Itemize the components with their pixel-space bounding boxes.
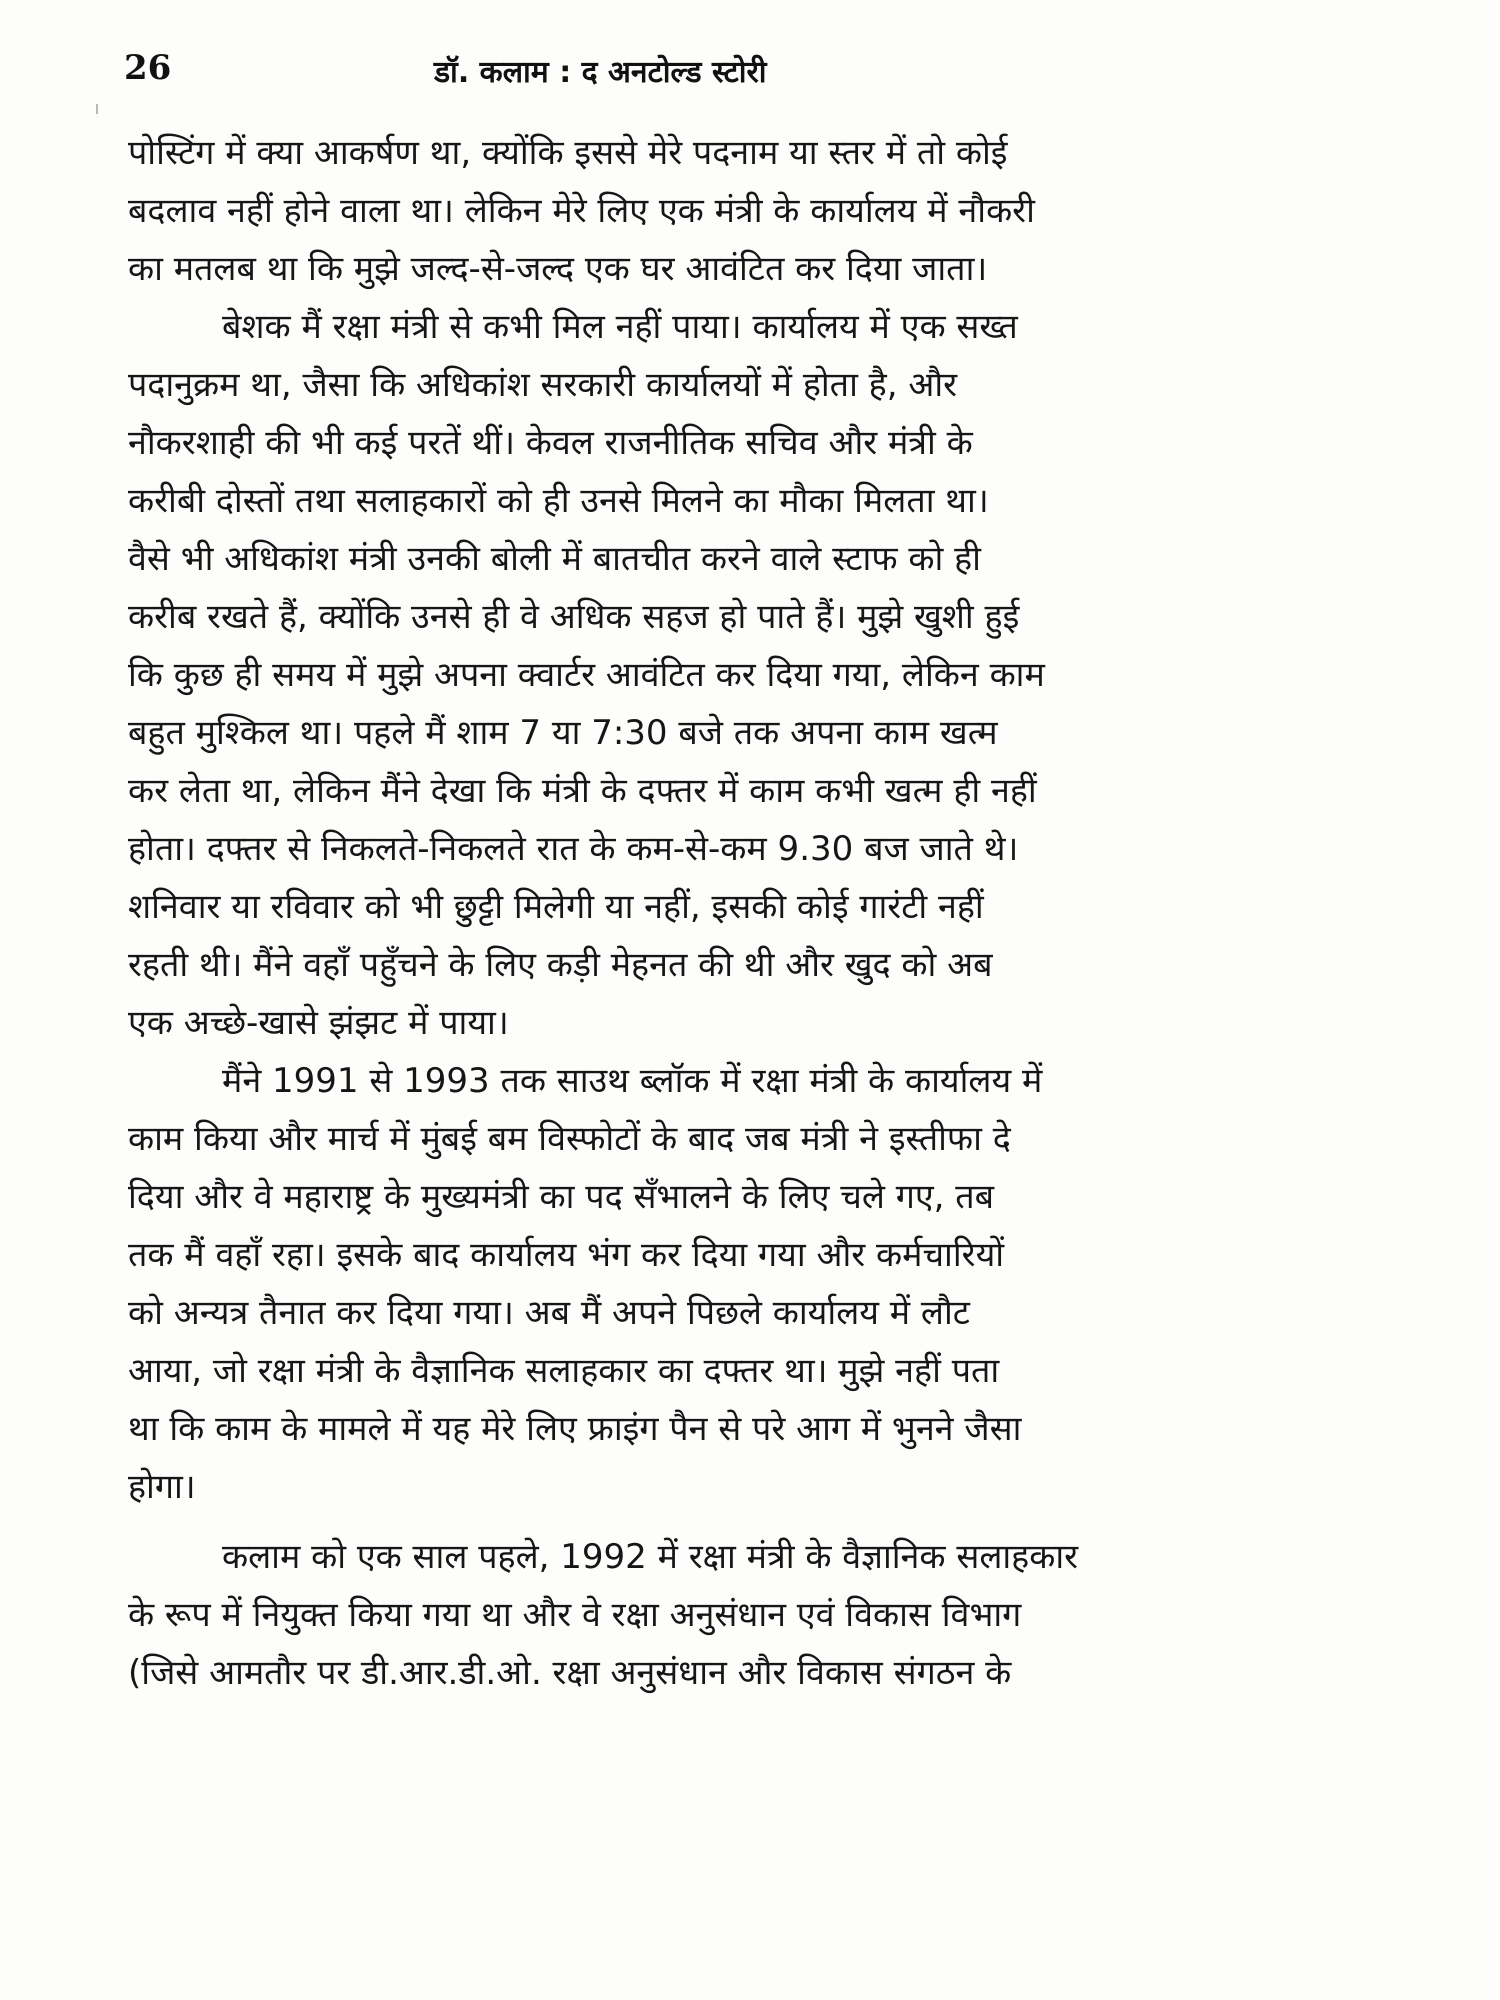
text-line: तक मैं वहाँ रहा। इसके बाद कार्यालय भंग कर दिया गया और कर्मचारियों bbox=[128, 1235, 1005, 1275]
paragraph bbox=[128, 1052, 1368, 1516]
text-line: काम किया और मार्च में मुंबई बम विस्फोटों के बाद जब मंत्री ने इस्तीफा दे bbox=[128, 1119, 1011, 1159]
running-title: डॉ. कलाम : द अनटोल्ड स्टोरी bbox=[434, 55, 767, 90]
text-line: नौकरशाही की भी कई परतें थीं। केवल राजनीतिक सचिव और मंत्री के bbox=[128, 423, 973, 463]
text-line: करीब रखते हैं, क्योंकि उनसे ही वे अधिक सहज हो पाते हैं। मुझे खुशी हुई bbox=[128, 597, 1020, 637]
page-number: 26 bbox=[124, 48, 172, 88]
text-line: मैंने 1991 से 1993 तक साउथ ब्लॉक में रक्षा मंत्री के कार्यालय में bbox=[222, 1061, 1043, 1101]
text-line: एक अच्छे-खासे झंझट में पाया। bbox=[128, 1003, 509, 1043]
text-line: का मतलब था कि मुझे जल्द-से-जल्द एक घर आवंटित कर दिया जाता। bbox=[128, 249, 988, 289]
text-line: कलाम को एक साल पहले, 1992 में रक्षा मंत्री के वैज्ञानिक सलाहकार bbox=[222, 1537, 1079, 1577]
text-line: रहती थी। मैंने वहाँ पहुँचने के लिए कड़ी मेहनत की थी और खुद को अब bbox=[128, 945, 993, 985]
paragraph-gap bbox=[128, 1516, 1368, 1528]
text-line: बहुत मुश्किल था। पहले मैं शाम 7 या 7:30 बजे तक अपना काम खत्म bbox=[128, 713, 998, 753]
text-line: आया, जो रक्षा मंत्री के वैज्ञानिक सलाहकार का दफ्तर था। मुझे नहीं पता bbox=[128, 1351, 1000, 1391]
margin-mark bbox=[96, 104, 98, 114]
text-line: करीबी दोस्तों तथा सलाहकारों को ही उनसे मिलने का मौका मिलता था। bbox=[128, 481, 989, 521]
text-line: शनिवार या रविवार को भी छुट्टी मिलेगी या नहीं, इसकी कोई गारंटी नहीं bbox=[128, 887, 984, 927]
text-line: बेशक मैं रक्षा मंत्री से कभी मिल नहीं पाया। कार्यालय में एक सख्त bbox=[222, 307, 1018, 347]
text-line: को अन्यत्र तैनात कर दिया गया। अब मैं अपने पिछले कार्यालय में लौट bbox=[128, 1293, 970, 1333]
text-line: के रूप में नियुक्त किया गया था और वे रक्षा अनुसंधान एवं विकास विभाग bbox=[128, 1595, 1022, 1635]
text-line: होता। दफ्तर से निकलते-निकलते रात के कम-से-कम 9.30 बज जाते थे। bbox=[128, 829, 1019, 869]
text-line: पोस्टिंग में क्या आकर्षण था, क्योंकि इससे मेरे पदनाम या स्तर में तो कोई bbox=[128, 133, 1008, 173]
paragraph bbox=[128, 124, 1368, 298]
text-line: पदानुक्रम था, जैसा कि अधिकांश सरकारी कार्यालयों में होता है, और bbox=[128, 365, 958, 405]
text-line: था कि काम के मामले में यह मेरे लिए फ्राइंग पैन से परे आग में भुनने जैसा bbox=[128, 1409, 1022, 1449]
text-line: कर लेता था, लेकिन मैंने देखा कि मंत्री के दफ्तर में काम कभी खत्म ही नहीं bbox=[128, 771, 1037, 811]
body-text bbox=[128, 124, 1368, 1702]
paragraph bbox=[128, 1528, 1368, 1702]
text-line: होगा। bbox=[128, 1467, 196, 1507]
text-line: बदलाव नहीं होने वाला था। लेकिन मेरे लिए एक मंत्री के कार्यालय में नौकरी bbox=[128, 191, 1035, 231]
text-line: (जिसे आमतौर पर डी.आर.डी.ओ. रक्षा अनुसंधान और विकास संगठन के bbox=[128, 1653, 1012, 1693]
page-header bbox=[124, 48, 1370, 98]
paragraph bbox=[128, 298, 1368, 1052]
text-line: वैसे भी अधिकांश मंत्री उनकी बोली में बातचीत करने वाले स्टाफ को ही bbox=[128, 539, 981, 579]
text-line: दिया और वे महाराष्ट्र के मुख्यमंत्री का पद सँभालने के लिए चले गए, तब bbox=[128, 1177, 995, 1217]
text-line: कि कुछ ही समय में मुझे अपना क्वार्टर आवंटित कर दिया गया, लेकिन काम bbox=[128, 655, 1045, 695]
